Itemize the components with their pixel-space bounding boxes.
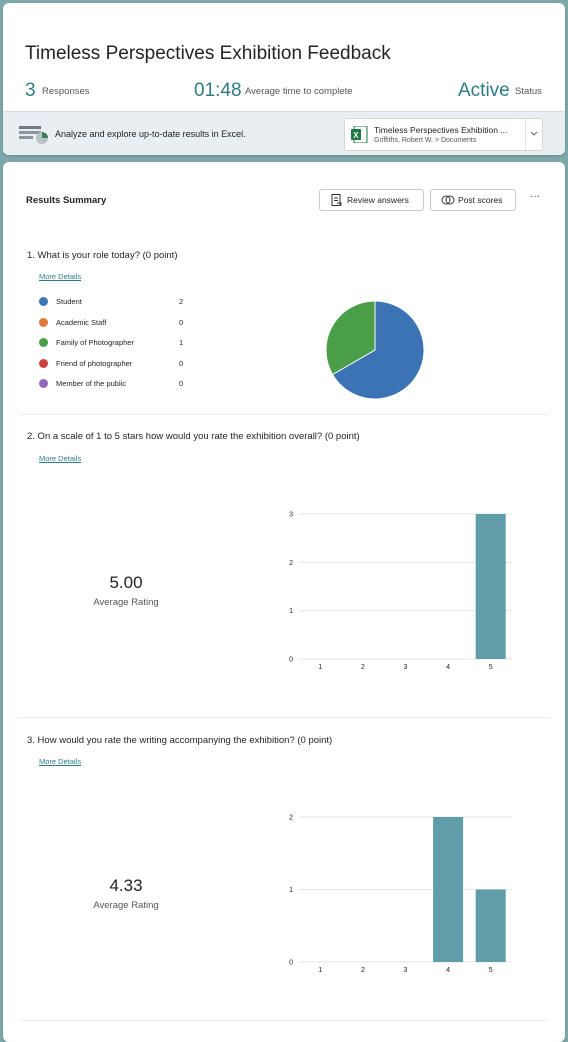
- average-time-value: 01:48: [194, 80, 242, 101]
- status-value: Active: [458, 80, 510, 101]
- legend-dot-friend: [39, 359, 48, 368]
- legend-count: 0: [179, 318, 184, 327]
- exhibition-rating-bar-chart: [283, 504, 515, 674]
- more-options-button[interactable]: ···: [530, 191, 540, 202]
- legend-item-family-of-photographer: [39, 337, 199, 349]
- file-dropdown-toggle[interactable]: [525, 119, 542, 150]
- legend-dot-member: [39, 379, 48, 388]
- question-1-more-details-link[interactable]: More Details: [39, 272, 82, 281]
- x-tick-label: 2: [360, 967, 365, 974]
- post-scores-button[interactable]: [430, 189, 516, 211]
- legend-item-friend-of-photographer: [39, 358, 199, 370]
- x-tick-label: 1: [318, 967, 323, 974]
- chevron-down-icon: [526, 119, 542, 150]
- legend-label: Family of Photographer: [56, 338, 134, 347]
- legend-count: 1: [179, 338, 184, 347]
- legend-count: 0: [179, 359, 184, 368]
- post-scores-icon: [441, 194, 455, 206]
- bar-rating-5: [476, 514, 506, 659]
- x-tick-label: 3: [403, 967, 408, 974]
- legend-dot-student: [39, 297, 48, 306]
- legend-dot-academic-staff: [39, 318, 48, 327]
- x-tick-label: 2: [360, 664, 365, 671]
- y-tick-label: 1: [289, 608, 293, 616]
- svg-text:X: X: [353, 130, 359, 140]
- excel-file-selector[interactable]: [344, 118, 543, 151]
- form-header-card: [3, 3, 565, 155]
- legend-label: Academic Staff: [56, 318, 107, 327]
- y-tick-label: 2: [289, 814, 293, 822]
- x-tick-label: 5: [488, 967, 493, 974]
- question-3-average-label: Average Rating: [93, 900, 159, 911]
- y-tick-label: 3: [289, 511, 293, 519]
- form-title: Timeless Perspectives Exhibition Feedback: [25, 43, 391, 64]
- excel-file-path: Griffiths, Robert W. > Documents: [374, 137, 477, 144]
- y-tick-label: 1: [289, 887, 293, 894]
- y-tick-label: 2: [289, 559, 293, 567]
- divider: [19, 414, 549, 415]
- legend-label: Friend of photographer: [56, 359, 133, 368]
- question-2-title: 2. On a scale of 1 to 5 stars how would you rate the exhibition overall? (0 point): [27, 431, 360, 442]
- post-scores-label: Post scores: [458, 195, 503, 205]
- excel-analyze-icon: [19, 124, 49, 144]
- x-tick-label: 3: [403, 664, 408, 671]
- excel-banner-message: Analyze and explore up-to-date results in Excel.: [55, 129, 246, 139]
- divider: [19, 1020, 549, 1021]
- legend-count: 0: [179, 379, 184, 388]
- question-3-average-value: 4.33: [109, 876, 143, 895]
- average-time-label: Average time to complete: [245, 86, 353, 97]
- role-pie-chart: [323, 298, 427, 402]
- bar-rating-5: [476, 890, 506, 963]
- legend-dot-family: [39, 338, 48, 347]
- legend-item-student: [39, 296, 199, 308]
- results-summary-title: Results Summary: [26, 195, 107, 206]
- legend-item-member-of-public: [39, 378, 199, 390]
- y-tick-label: 0: [289, 656, 293, 664]
- x-tick-label: 5: [488, 664, 493, 671]
- x-tick-label: 4: [446, 664, 451, 671]
- legend-label: Student: [56, 297, 82, 306]
- x-tick-label: 1: [318, 664, 323, 671]
- question-2-more-details-link[interactable]: More Details: [39, 454, 82, 463]
- divider: [19, 717, 549, 718]
- review-answers-label: Review answers: [347, 195, 409, 205]
- responses-count: 3: [25, 80, 36, 101]
- bar-rating-4: [433, 817, 463, 962]
- question-3-title: 3. How would you rate the writing accompanying the exhibition? (0 point): [27, 735, 333, 746]
- question-1-title: 1. What is your role today? (0 point): [27, 250, 178, 261]
- status-label: Status: [515, 86, 542, 97]
- legend-label: Member of the public: [56, 379, 127, 388]
- question-2-average-label: Average Rating: [93, 597, 159, 608]
- excel-file-name: Timeless Perspectives Exhibition ...: [374, 125, 508, 135]
- writing-rating-bar-chart: [283, 807, 515, 977]
- results-card: [3, 162, 565, 1042]
- review-answers-button[interactable]: [319, 189, 424, 211]
- legend-item-academic-staff: [39, 317, 199, 329]
- x-tick-label: 4: [446, 967, 451, 974]
- question-2-average-value: 5.00: [109, 573, 143, 592]
- legend-count: 2: [179, 297, 184, 306]
- responses-label: Responses: [42, 86, 90, 97]
- question-3-more-details-link[interactable]: More Details: [39, 757, 82, 766]
- excel-file-icon: [351, 126, 368, 143]
- excel-banner: [3, 111, 565, 155]
- y-tick-label: 0: [289, 959, 293, 967]
- review-document-icon: [331, 194, 342, 206]
